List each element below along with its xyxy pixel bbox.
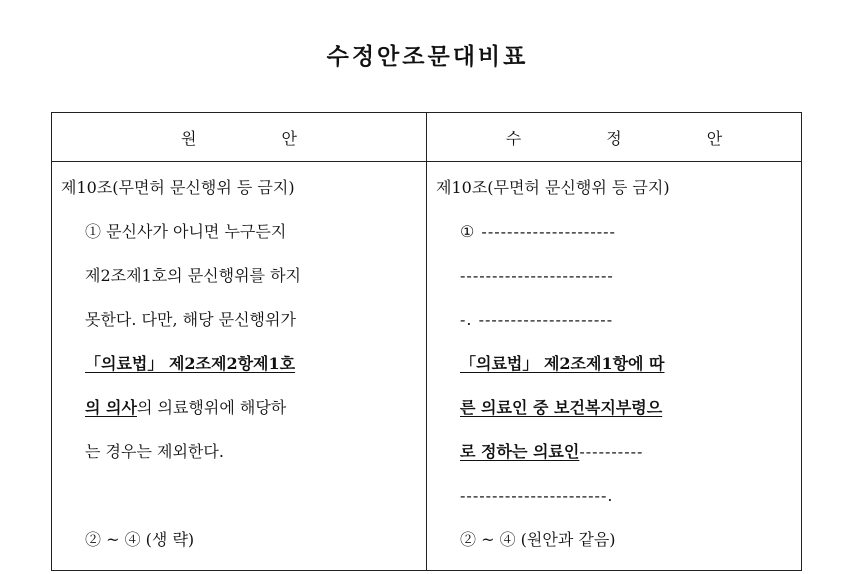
blank-line [61, 482, 420, 526]
revised-paragraph2: ② ~ ④ (원안과 같음) [460, 530, 616, 549]
revised-paragraph1-line3: -. --------------------- [460, 310, 614, 329]
original-paragraph1-line1: ① 문신사가 아니면 누구든지 [85, 222, 287, 241]
original-paragraph1-line5 [61, 394, 420, 438]
revised-paragraph1-line7: -----------------------. [460, 486, 614, 505]
table-header-row [52, 113, 802, 162]
original-doctor-phrase: 의 의사 [85, 398, 137, 417]
revised-medical-person-phrase: 른 의료인 중 보건복지부령으 [460, 398, 663, 417]
original-paragraph1-line5-rest: 의 의료행위에 해당하 [136, 398, 287, 417]
original-paragraph1-line4 [61, 350, 420, 394]
original-paragraph1-line3: 못한다. 다만, 해당 문신행위가 [85, 310, 296, 329]
original-paragraph1-line2: 제2조제1호의 문신행위를 하지 [85, 266, 302, 285]
revised-paragraph1-line5 [436, 394, 795, 438]
revised-law-reference: 「의료법」 제2조제1항에 따 [460, 354, 665, 373]
revised-column [427, 162, 802, 571]
header-original: 원 안 [52, 113, 427, 162]
revised-paragraph1-line6 [436, 438, 795, 482]
original-paragraph1-line6: 는 경우는 제외한다. [85, 442, 224, 461]
original-article-heading: 제10조(무면허 문신행위 등 금지) [61, 178, 295, 197]
document-title: 수정안조문대비표 [326, 43, 529, 70]
original-law-reference: 「의료법」 제2조제2항제1호 [85, 354, 296, 373]
revised-paragraph1-line1: ① --------------------- [460, 222, 616, 241]
comparison-table [51, 112, 802, 571]
revised-paragraph1-line6-rest: ---------- [579, 442, 644, 461]
revised-medical-person-phrase-end: 로 정하는 의료인 [460, 442, 580, 461]
revised-paragraph1-line2: ------------------------ [460, 266, 614, 285]
header-revised: 수 정 안 [427, 113, 802, 162]
revised-paragraph1-line4 [436, 350, 795, 394]
table-body-row [52, 162, 802, 571]
original-column [52, 162, 427, 571]
original-paragraph2: ② ~ ④ (생 략) [85, 530, 195, 549]
revised-article-heading: 제10조(무면허 문신행위 등 금지) [436, 178, 670, 197]
